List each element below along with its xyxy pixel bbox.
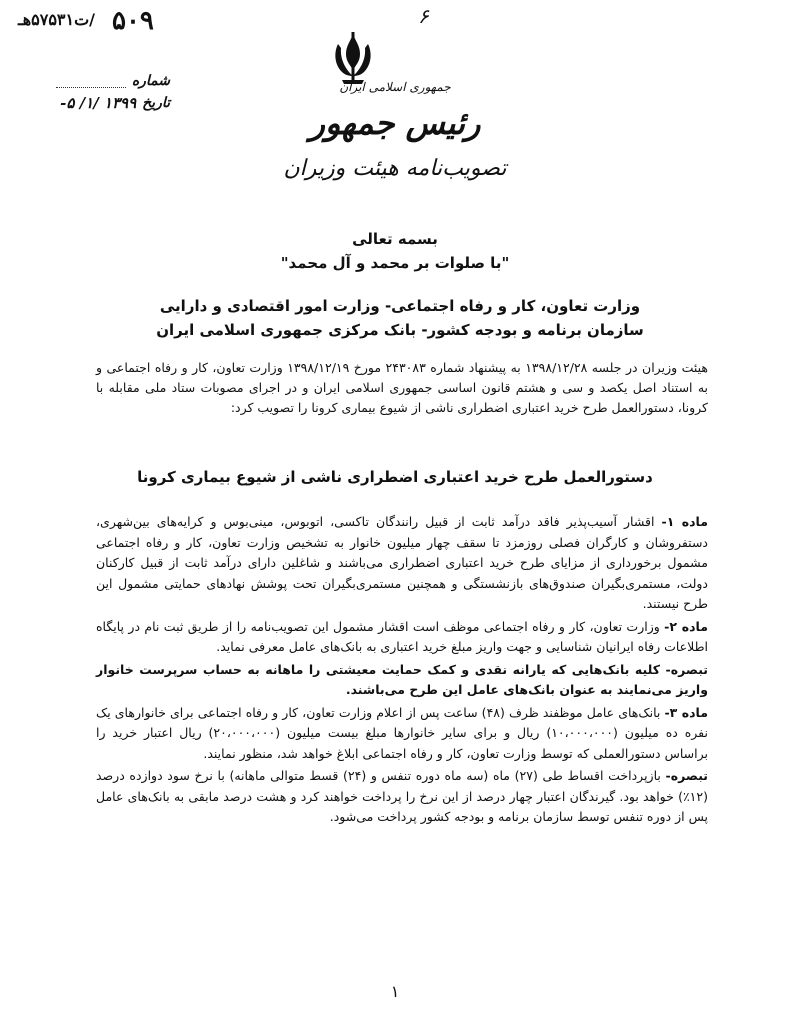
note-1-label: تبصره- — [665, 661, 708, 677]
salawat: "با صلوات بر محمد و آل محمد" — [280, 254, 510, 272]
article-3-label: ماده ۳- — [664, 704, 708, 720]
addressees-line-1: وزارت تعاون، کار و رفاه اجتماعی- وزارت امور اقتصادی و دارایی — [159, 297, 641, 315]
note-1-text: کلیه بانک‌هایی که یارانه نقدی و کمک حمایت معیشتی را ماهانه به حساب سرپرست خانوار واریز می‌نمایند به عنوان بانک‌های عامل این طرح می‌باشند. — [96, 661, 708, 697]
article-2 — [96, 617, 708, 658]
intro-paragraph: هیئت وزیران در جلسه ۱۳۹۸/۱۲/۲۸ به پیشنهاد شماره ۲۴۳۰۸۳ مورخ ۱۳۹۸/۱۲/۱۹ وزارت تعاون، کار و رفاه اجتماعی و به استناد اصل یکصد و سی و هشتم قانون اساسی جمهوری اسلامی ایران و در اجرای مصوبات ستاد ملی مقابله با کرونا، دستورالعمل طرح خرید اعتباری اضطراری ناشی از شیوع بیماری کرونا را تصویب کرد: — [96, 360, 708, 415]
article-3-text: بانک‌های عامل موظفند ظرف (۴۸) ساعت پس از اعلام وزارت تعاون، کار و رفاه اجتماعی برای خانوارهای یک نفره ده میلیون (۱۰،۰۰۰،۰۰۰) ریال و برای سایر خانوارها مبلغ بیست میلیون (۲۰،۰۰۰،۰۰۰) ریال اعتبار خرید را براساس دستورالعملی که توسط وزارت تعاون، کار و رفاه اجتماعی ابلاغ خواهد شد، منظور نمایند. — [96, 704, 708, 761]
date-label: تاریخ — [142, 95, 170, 111]
bismillah: بسمه تعالی — [352, 230, 438, 248]
handwritten-number: ۵۰۹ — [112, 6, 154, 36]
number-label: شماره — [131, 73, 170, 89]
article-3 — [96, 703, 708, 765]
articles — [96, 512, 708, 830]
instruction-title: دستورالعمل طرح خرید اعتباری اضطراری ناشی از شیوع بیماری کرونا — [137, 468, 653, 486]
note-1 — [96, 660, 708, 701]
page-number: ۱ — [390, 982, 400, 1001]
state-line: جمهوری اسلامی ایران — [339, 80, 451, 94]
reference-number: /ت۵۷۵۳۱هـ — [18, 10, 95, 29]
date-value: ۱۳۹۹ /۱/ ۵- — [60, 94, 137, 112]
addressees-line-2: سازمان برنامه و بودجه کشور- بانک مرکزی جمهوری اسلامی ایران — [156, 321, 644, 339]
handwritten-mark: ۶ — [418, 4, 429, 28]
office-line: رئیس جمهور — [309, 104, 481, 142]
note-2-text: بازپرداخت اقساط طی (۲۷) ماه (سه ماه دوره تنفس و (۲۴) قسط متوالی ماهانه) با نرخ سود دوازده درصد (۱۲٪) خواهد بود. گیرندگان اعتبار چهار درصد از این نرخ را پرداخت خواهند کرد و هشت درصد مابقی به بانک‌های عامل پس از دوره تنفس توسط سازمان برنامه و بودجه کشور پرداخت می‌شود. — [96, 768, 708, 824]
article-1-text: اقشار آسیب‌پذیر فاقد درآمد ثابت از قبیل رانندگان تاکسی، اتوبوس، مینی‌بوس و کرایه‌های بین‌شهری، دستفروشان و کارگران فصلی روزمزد تا سقف چهار میلیون خانوار به تشخیص وزارت تعاون، کار و رفاه اجتماعی مشمول برخورداری از مزایای طرح خرید اعتباری اضطراری می‌باشند و شاغلین دارای درآمد ثابت از قبیل کارکنان دولت، مستمری‌بگیران صندوق‌های بازنشستگی و همچنین مستمری‌بگیران تحت پوشش نهادهای حمایتی مشمول این طرح نیستند. — [96, 514, 708, 611]
note-2-label: تبصره- — [665, 768, 708, 783]
article-2-text: وزارت تعاون، کار و رفاه اجتماعی موظف است اقشار مشمول این تصویب‌نامه را از طریق ثبت نام در پایگاه اطلاعات رفاه ایرانیان شناسایی و جهت واریز مبلغ خرید اعتباری به بانک‌های عامل معرفی نماید. — [96, 618, 708, 654]
article-1-label: ماده ۱- — [661, 514, 708, 529]
note-2 — [96, 766, 708, 828]
article-2-label: ماده ۲- — [664, 618, 708, 634]
article-1 — [96, 512, 708, 615]
addressees — [150, 294, 650, 342]
decree-line: تصویب‌نامه هیئت وزیران — [283, 156, 507, 181]
